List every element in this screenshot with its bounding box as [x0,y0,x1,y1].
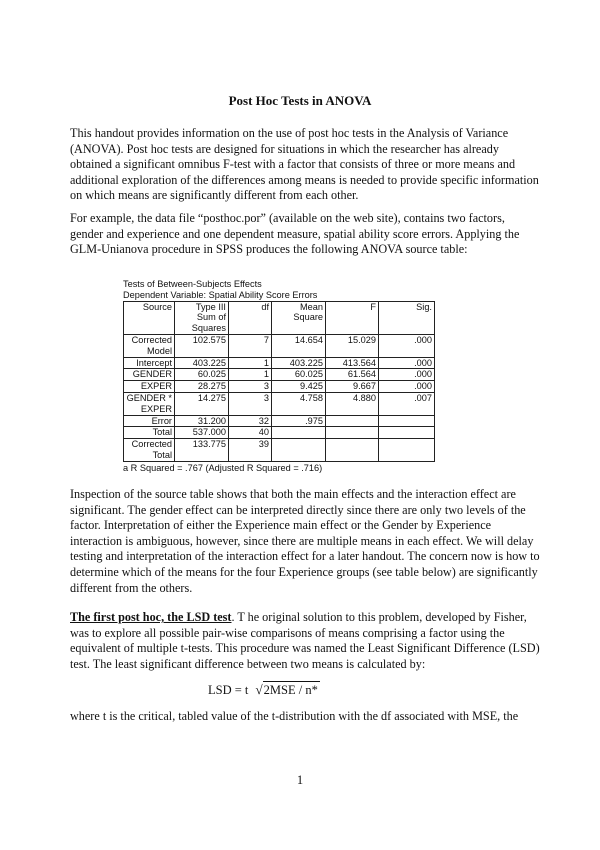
page-number: 1 [296,773,304,787]
table-cell-df: 39 [229,439,272,462]
table-cell-sig: .000 [379,369,435,381]
example-paragraph: For example, the data file “posthoc.por” (available on the web site), contains two factors, gender and experience and one dependent measure, spatial ability score errors. Applying the GLM-Unianova procedure in SPSS produces the following ANOVA source table: [70,211,520,257]
table-cell-f [326,427,379,439]
table-cell-ss: 403.225 [175,357,229,369]
table-cell-ss: 31.200 [175,415,229,427]
table-footnote: a R Squared = .767 (Adjusted R Squared = .716) [123,462,323,473]
where-paragraph: where t is the critical, tabled value of the t-distribution with the df associated with MSE, the [70,709,519,723]
table-cell-source: Corrected Model [124,334,175,357]
table-cell-source: GENDER [124,369,175,381]
table-cell-ss: 102.575 [175,334,229,357]
lsd-paragraph-body: . T he original solution to this problem, developed by Fisher, was to explore all possible pair-wise comparisons of means comprising a factor using the equivalent of multiple t-tests. This procedure was named the Least Significant Difference (LSD) test. The least significant difference between two means is calculated by: [70,610,540,671]
table-cell-df: 7 [229,334,272,357]
table-row [124,381,435,393]
table-cell-ms: 4.758 [272,392,326,415]
table-cell-source: EXPER [124,381,175,393]
table-cell-sig: .000 [379,334,435,357]
table-row [124,369,435,381]
table-cell-sig: .000 [379,357,435,369]
table-cell-sig [379,427,435,439]
inspection-paragraph: Inspection of the source table shows that both the main effects and the interaction effect are significant. The gender effect can be interpreted directly since there are only two levels of the factor. Interpretation of either the Experience main effect or the Gender by Experience interaction is ambiguous, however, since there are multiple means in each effect. We will delay testing and interpretation of the interaction effect for a later handout. The concern now is how to determine which of the means for the four Experience groups (see table below) are significantly different from the others. [70,487,540,595]
table-cell-sig: .000 [379,381,435,393]
lsd-formula [208,681,320,698]
table-cell-ss: 133.775 [175,439,229,462]
square-root [256,681,320,698]
table-cell-sig [379,415,435,427]
table-cell-source: Intercept [124,357,175,369]
table-cell-df: 40 [229,427,272,439]
table-cell-source: Error [124,415,175,427]
table-cell-ms: 60.025 [272,369,326,381]
table-cell-ss: 60.025 [175,369,229,381]
table-row [124,357,435,369]
table-cell-ms: 14.654 [272,334,326,357]
table-cell-df: 1 [229,357,272,369]
formula-lhs: LSD = t [208,683,249,697]
header-mean-square: Mean Square [272,301,326,334]
header-type3-ss: Type III Sum of Squares [175,301,229,334]
table-cell-sig [379,439,435,462]
intro-paragraph: This handout provides information on the use of post hoc tests in the Analysis of Variance (ANOVA). Post hoc tests are designed for situations in which the researcher has already obtained a significant omnibus F-test with a factor that consists of three or more means and additional exploration of the differences among means is needed to provide specific information on which means are significantly different from each other. [70,126,539,203]
table-cell-df: 3 [229,392,272,415]
table-cell-ss: 28.275 [175,381,229,393]
table-row [124,439,435,462]
anova-table [123,301,435,462]
anova-table-body [124,301,435,461]
table-row [124,334,435,357]
table-cell-f: 9.667 [326,381,379,393]
table-dependent-variable: Dependent Variable: Spatial Ability Score Errors [123,289,318,300]
table-cell-df: 32 [229,415,272,427]
table-cell-ms: .975 [272,415,326,427]
table-cell-ss: 14.275 [175,392,229,415]
table-row [124,427,435,439]
page-title: Post Hoc Tests in ANOVA [228,93,372,108]
table-cell-f [326,439,379,462]
table-cell-source: Corrected Total [124,439,175,462]
table-cell-ms [272,439,326,462]
table-caption: Tests of Between-Subjects Effects [123,279,262,289]
table-cell-ms: 9.425 [272,381,326,393]
anova-source-table [123,279,435,474]
formula-radicand: 2MSE / n* [263,683,318,697]
radical-sign-icon: √ [255,682,263,697]
table-cell-f: 413.564 [326,357,379,369]
table-cell-f: 15.029 [326,334,379,357]
table-row [124,415,435,427]
header-f: F [326,301,379,334]
table-cell-source: GENDER * EXPER [124,392,175,415]
table-cell-ms [272,427,326,439]
table-cell-df: 1 [229,369,272,381]
lsd-section-heading: The first post hoc, the LSD test [70,610,232,624]
table-cell-f: 4.880 [326,392,379,415]
table-cell-sig: .007 [379,392,435,415]
table-row [124,392,435,415]
table-cell-ss: 537.000 [175,427,229,439]
table-header-row [124,301,435,334]
header-source: Source [124,301,175,334]
table-cell-df: 3 [229,381,272,393]
header-sig: Sig. [379,301,435,334]
table-cell-source: Total [124,427,175,439]
header-df: df [229,301,272,334]
table-cell-f [326,415,379,427]
lsd-paragraph [70,610,540,672]
table-cell-ms: 403.225 [272,357,326,369]
table-cell-f: 61.564 [326,369,379,381]
